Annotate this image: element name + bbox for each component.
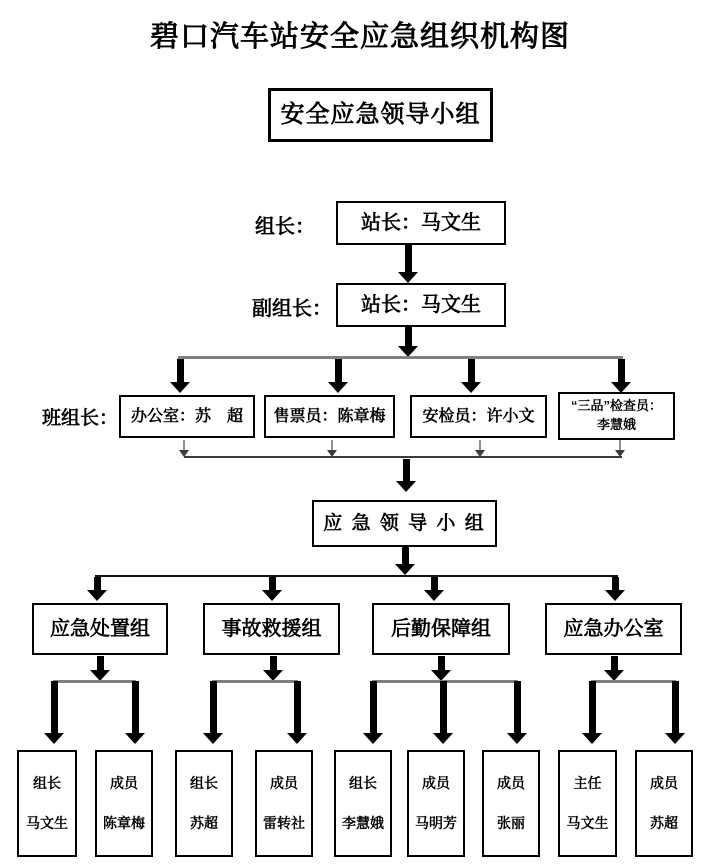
foreman-box-inspector <box>558 392 675 440</box>
arrow-to-member-2 <box>125 681 145 744</box>
arrow-to-member-3 <box>203 681 223 744</box>
member-name: 苏超 <box>190 815 218 831</box>
thin-arrow-foreman-4 <box>614 440 626 457</box>
member-box <box>482 750 540 857</box>
arrow-to-member-4 <box>287 681 307 744</box>
foreman-inspector-line1: “三品”检查员： <box>570 398 662 414</box>
arrow-to-member-7 <box>507 681 527 744</box>
member-name: 张丽 <box>497 815 525 831</box>
group-box-office: 应急办公室 <box>545 603 682 655</box>
member-name: 陈章梅 <box>103 815 145 831</box>
group-box-logistics: 后勤保障组 <box>372 603 510 655</box>
thin-arrow-foreman-2 <box>326 440 338 457</box>
groups-rail <box>95 575 618 577</box>
arrow-group-3-down <box>431 656 451 681</box>
arrow-to-member-5 <box>363 681 383 744</box>
arrow-to-member-1 <box>44 681 64 744</box>
foreman-inspector-line2: 李慧娥 <box>596 417 636 432</box>
arrow-rail-to-foreman-4 <box>611 359 631 393</box>
arrow-to-member-6 <box>433 681 453 744</box>
arrow-group-2-down <box>263 656 283 681</box>
thin-arrow-foreman-1 <box>178 440 190 457</box>
member-role: 成员 <box>422 774 450 791</box>
member-name: 马文生 <box>566 815 609 831</box>
member-role: 组长 <box>349 774 377 791</box>
arrow-rail-to-group-4 <box>605 577 625 601</box>
member-role: 成员 <box>110 774 138 791</box>
member-name: 苏超 <box>650 815 678 831</box>
member-role: 主任 <box>573 774 602 791</box>
member-role: 成员 <box>270 774 298 791</box>
group-2-rail <box>212 680 298 683</box>
deputy-box: 站长：马文生 <box>336 283 506 327</box>
member-box <box>334 750 392 857</box>
member-box <box>558 750 617 857</box>
group-1-rail <box>53 680 136 683</box>
arrow-rail-to-group-3 <box>424 577 444 601</box>
arrow-middle-to-rail <box>395 547 415 575</box>
member-box <box>635 750 693 857</box>
arrow-rail-to-foreman-3 <box>461 359 481 393</box>
member-name: 马明芳 <box>415 815 457 831</box>
member-box <box>407 750 465 857</box>
foreman-box-ticketing: 售票员：陈章梅 <box>264 395 395 438</box>
member-role: 成员 <box>497 774 525 791</box>
arrow-to-member-9 <box>665 681 685 744</box>
member-role: 成员 <box>650 774 678 791</box>
arrow-rail-to-foreman-2 <box>328 359 348 393</box>
leader-box: 站长：马文生 <box>336 201 506 245</box>
arrow-rail-to-middle-box <box>396 459 416 492</box>
member-name: 李慧娥 <box>342 815 384 831</box>
arrow-group-1-down <box>90 656 110 681</box>
member-name: 雷转社 <box>263 815 305 831</box>
arrow-deputy-to-rail <box>398 327 418 357</box>
member-name: 马文生 <box>26 815 68 831</box>
foremen-rail <box>178 356 623 359</box>
foreman-box-security: 安检员：许小文 <box>410 395 547 438</box>
arrow-rail-to-foreman-1 <box>170 359 190 393</box>
thin-arrow-foreman-3 <box>474 440 486 457</box>
group-box-response: 应急处置组 <box>32 603 168 655</box>
arrow-leader-to-deputy <box>398 245 418 283</box>
page-title: 碧口汽车站安全应急组织机构图 <box>149 21 570 53</box>
member-box <box>95 750 153 857</box>
deputy-label: 副组长： <box>252 298 332 320</box>
arrow-to-member-8 <box>582 681 602 744</box>
group-4-rail <box>591 680 676 683</box>
member-box <box>17 750 77 857</box>
foremen-bottom-rail <box>184 456 622 458</box>
leader-label: 组长： <box>255 216 315 238</box>
member-role: 组长 <box>33 774 61 791</box>
member-role: 组长 <box>190 774 218 791</box>
top-leading-group-box: 安全应急领导小组 <box>268 88 493 142</box>
foreman-box-office: 办公室：苏 超 <box>119 395 255 438</box>
group-box-rescue: 事故救援组 <box>203 603 340 655</box>
middle-leading-group-box: 应 急 领 导 小 组 <box>312 500 497 547</box>
arrow-group-4-down <box>604 656 624 681</box>
member-box <box>255 750 313 857</box>
foremen-label: 班组长： <box>41 408 118 429</box>
arrow-rail-to-group-1 <box>87 577 107 601</box>
arrow-rail-to-group-2 <box>262 577 282 601</box>
member-box <box>175 750 233 857</box>
